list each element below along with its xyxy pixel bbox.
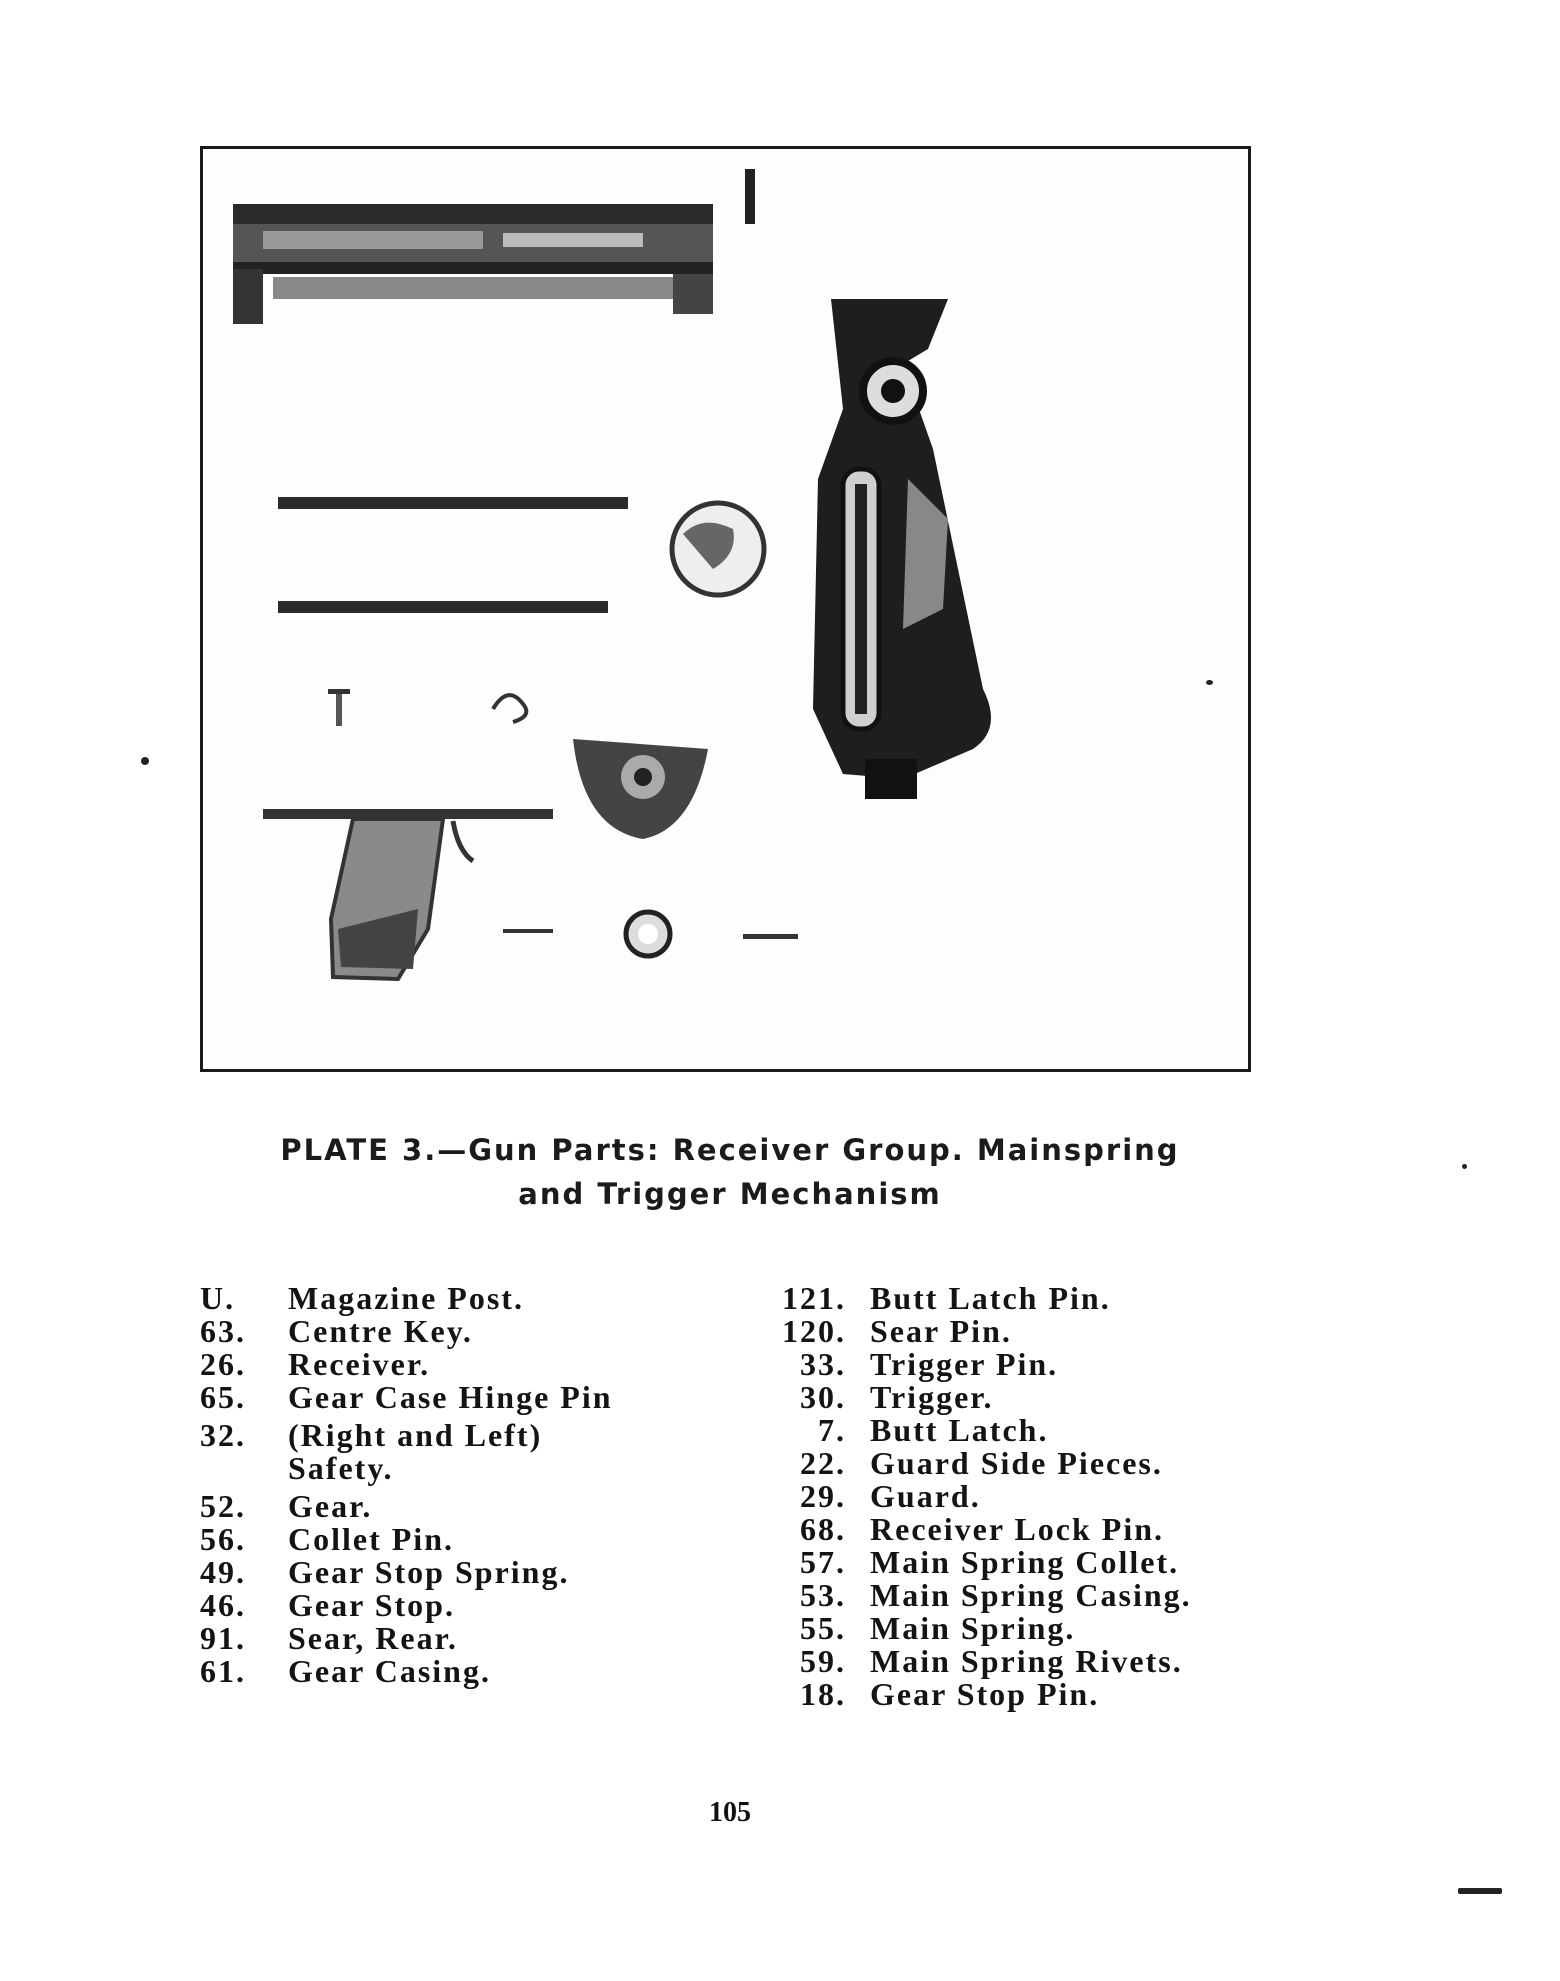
part-label: Main Spring. (870, 1610, 1076, 1646)
part-number: 33. (800, 1346, 846, 1382)
mainspring-casing-part (813, 299, 991, 799)
spring-part (493, 695, 526, 722)
part-label: Gear. (288, 1488, 373, 1524)
list-item (200, 1381, 720, 1414)
gear-part (672, 503, 764, 595)
list-item (200, 1419, 720, 1485)
part-number: 61. (200, 1653, 246, 1689)
part-label: Main Spring Collet. (870, 1544, 1180, 1580)
list-item (764, 1480, 1304, 1513)
plate-photograph (200, 146, 1251, 1072)
part-label: Main Spring Rivets. (870, 1643, 1183, 1679)
list-item (200, 1622, 720, 1655)
part-label: Trigger Pin. (870, 1346, 1059, 1382)
part-number: 7. (818, 1412, 846, 1448)
list-item (200, 1348, 720, 1381)
part-number: 30. (800, 1379, 846, 1415)
caption-line-1: PLATE 3.—Gun Parts: Receiver Group. Mainspring (280, 1133, 1180, 1167)
part-label: Collet Pin. (288, 1521, 454, 1557)
part-number: 18. (800, 1676, 846, 1712)
part-number: 29. (800, 1478, 846, 1514)
part-number: 63. (200, 1313, 246, 1349)
scan-speck (1206, 680, 1213, 685)
part-label: Receiver Lock Pin. (870, 1511, 1165, 1547)
part-number: 120. (782, 1313, 846, 1349)
rod-part (278, 497, 628, 509)
pin-part (503, 929, 553, 933)
part-label: Guard Side Pieces. (870, 1445, 1163, 1481)
part-number: 22. (800, 1445, 846, 1481)
part-label: Receiver. (288, 1346, 431, 1382)
trigger-guard-part (263, 809, 553, 979)
scan-speck (141, 757, 149, 765)
part-label: Magazine Post. (288, 1280, 524, 1316)
part-label: Gear Stop Pin. (870, 1676, 1100, 1712)
receiver-part (233, 169, 755, 324)
collet-part (626, 912, 670, 956)
part-label: Gear Casing. (288, 1653, 491, 1689)
list-item (764, 1513, 1304, 1546)
part-number: 57. (800, 1544, 846, 1580)
part-label: Butt Latch Pin. (870, 1280, 1111, 1316)
part-number: 49. (200, 1554, 246, 1590)
part-label: Sear Pin. (870, 1313, 1012, 1349)
pin-part (328, 689, 350, 726)
list-item (200, 1282, 720, 1315)
part-label: Guard. (870, 1478, 981, 1514)
list-item (200, 1490, 720, 1523)
list-item (200, 1589, 720, 1622)
part-label: Main Spring Casing. (870, 1577, 1192, 1613)
part-number: 56. (200, 1521, 246, 1557)
page-number: 105 (709, 1797, 751, 1828)
part-number: 91. (200, 1620, 246, 1656)
part-number: 26. (200, 1346, 246, 1382)
parts-list-left (200, 1282, 720, 1688)
part-number: 46. (200, 1587, 246, 1623)
scan-speck (1458, 1888, 1502, 1894)
list-item (764, 1546, 1304, 1579)
part-label: Gear Stop Spring. (288, 1554, 570, 1590)
scan-speck (1462, 1164, 1467, 1169)
part-number: 68. (800, 1511, 846, 1547)
part-label: (Right and Left) Safety. (288, 1417, 543, 1486)
list-item (764, 1579, 1304, 1612)
list-item (200, 1655, 720, 1688)
list-item (764, 1282, 1304, 1315)
gear-casing-part (573, 739, 708, 839)
list-item (200, 1523, 720, 1556)
list-item (764, 1447, 1304, 1480)
part-number: U. (200, 1280, 236, 1316)
part-label: Trigger. (870, 1379, 994, 1415)
rod-part (278, 601, 608, 613)
gun-parts-illustration (203, 149, 1248, 1069)
part-number: 32. (200, 1417, 246, 1453)
part-number: 121. (782, 1280, 846, 1316)
list-item (764, 1315, 1304, 1348)
list-item (764, 1612, 1304, 1645)
parts-list-right (764, 1282, 1304, 1711)
list-item (200, 1315, 720, 1348)
list-item (764, 1348, 1304, 1381)
list-item (764, 1645, 1304, 1678)
list-item (764, 1414, 1304, 1447)
list-item (200, 1556, 720, 1589)
part-number: 53. (800, 1577, 846, 1613)
caption-line-2: and Trigger Mechanism (518, 1177, 942, 1211)
list-item (764, 1381, 1304, 1414)
pin-part (743, 934, 798, 939)
part-number: 59. (800, 1643, 846, 1679)
part-label: Centre Key. (288, 1313, 473, 1349)
part-label: Butt Latch. (870, 1412, 1049, 1448)
part-label: Gear Stop. (288, 1587, 455, 1623)
plate-caption (200, 1128, 1260, 1216)
part-label: Sear, Rear. (288, 1620, 458, 1656)
part-number: 55. (800, 1610, 846, 1646)
part-number: 52. (200, 1488, 246, 1524)
part-label: Gear Case Hinge Pin (288, 1379, 613, 1415)
part-number: 65. (200, 1379, 246, 1415)
list-item (764, 1678, 1304, 1711)
